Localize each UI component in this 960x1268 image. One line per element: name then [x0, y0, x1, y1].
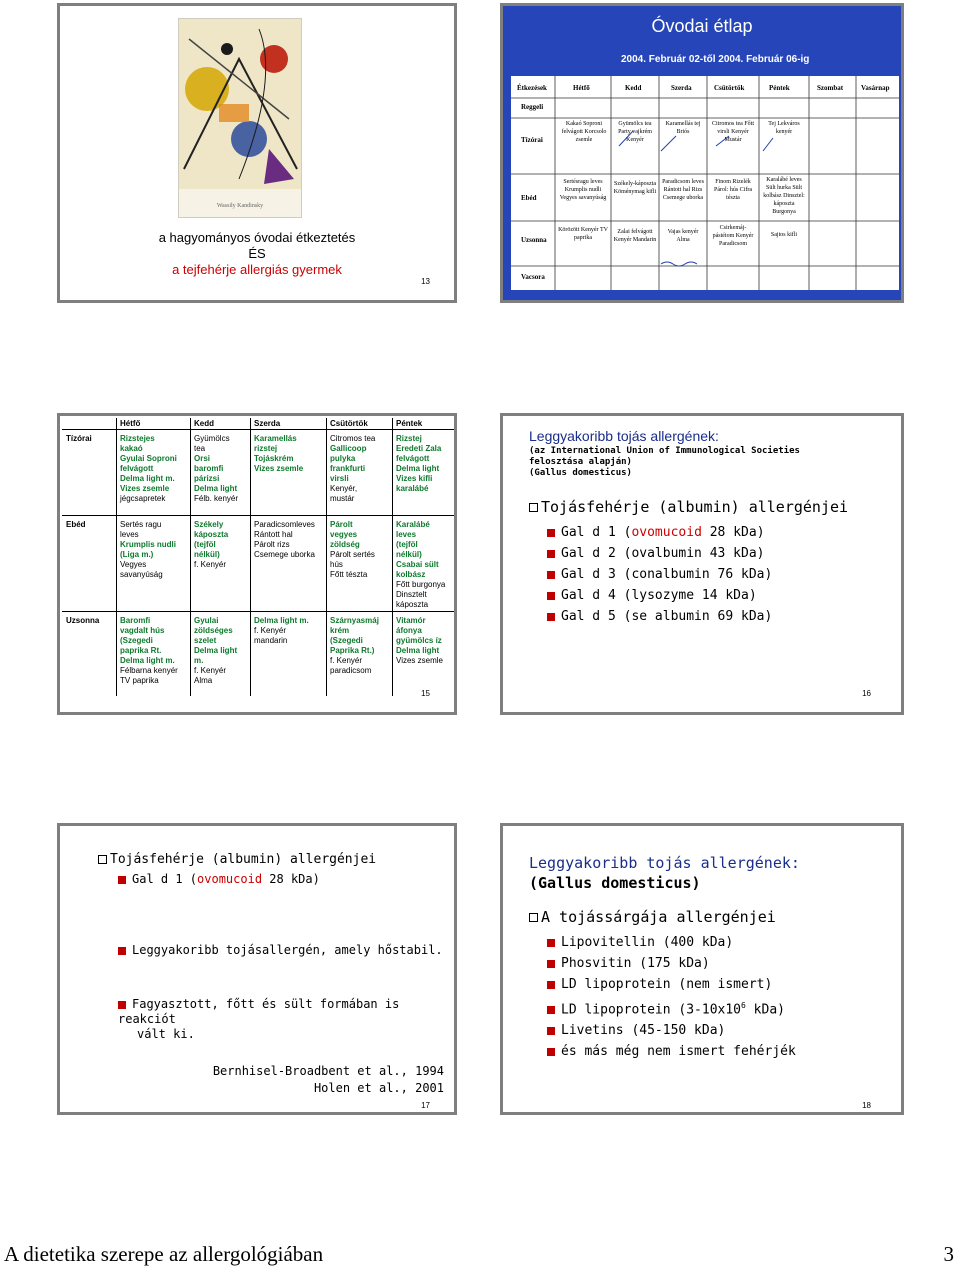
menu-line: f. Kenyér [194, 666, 227, 675]
menu-line: zöldséges [194, 626, 233, 635]
page-number: 13 [421, 277, 430, 286]
menu-line: Karamellás [254, 434, 297, 443]
menu-line: Delma light [194, 646, 238, 655]
menu-line: káposzta [396, 600, 429, 609]
row-tizorai: Tízórai [521, 136, 543, 144]
red-bullet-icon [547, 939, 555, 947]
menu-line: Baromfi [120, 616, 151, 625]
document-page-number: 3 [943, 1242, 954, 1266]
slide-16 [500, 413, 904, 715]
menu-line: Gyümölcs [194, 434, 230, 443]
meal-label: Ebéd [66, 520, 86, 529]
menu-line: Citromos tea [330, 434, 376, 443]
row-divider [62, 515, 454, 516]
menu-cell [120, 520, 176, 580]
menu-line: párizsi [194, 474, 220, 483]
hw-uzsonna-szerda: Vajas kenyér Alma [667, 229, 699, 243]
hw-uzsonna-csutortok: Csirkemáj-pástétom Kenyér Paradicsom [712, 225, 754, 247]
menu-line: Vitamór [396, 616, 426, 625]
menu-line: mandarin [254, 636, 288, 645]
column-divider [116, 418, 117, 696]
menu-line: Vizes kifli [396, 474, 433, 483]
list-item: Gal d 4 (lysozyme 14 kDa) [547, 585, 772, 606]
list-item: LD lipoprotein (nem ismert) [547, 974, 796, 995]
header-szombat: Szombat [817, 84, 844, 92]
menu-line: Vizes zsemle [396, 656, 443, 665]
kandinsky-painting [178, 18, 302, 218]
menu-line: (Szegedi [120, 636, 153, 645]
menu-line: virsli [330, 474, 349, 483]
page-number: 18 [862, 1101, 871, 1110]
menu-line: Paradicsomleves [254, 520, 315, 529]
menu-line: Delma light m. [120, 656, 175, 665]
red-bullet-icon [118, 1001, 126, 1009]
menu-line: (Szegedi [330, 636, 363, 645]
list-item: Leggyakoribb tojásallergén, amely hőstabil. [118, 943, 443, 957]
row-ebed: Ebéd [521, 194, 537, 202]
header-etkezesek: Étkezések [517, 84, 547, 92]
red-bullet-icon [547, 981, 555, 989]
menu-line: Sertés ragu [120, 520, 162, 529]
slide-subtitle: (Gallus domesticus) [529, 874, 701, 892]
menu-line: Delma light m. [254, 616, 309, 625]
list-item: Fagyasztott, főtt és sült formában is reakciót vált ki. [118, 997, 400, 1041]
header-pentek: Péntek [769, 84, 790, 92]
red-bullet-icon [547, 1027, 555, 1035]
menu-line: felvágott [396, 454, 430, 463]
header-csutortok: Csütörtök [714, 84, 745, 92]
menu-line: Krumplis nudli [120, 540, 176, 549]
subtitle-line-2: felosztása alapján) [529, 457, 632, 467]
menu-line: Párolt [330, 520, 353, 529]
menu-cell [330, 520, 375, 580]
red-bullet-icon [547, 1048, 555, 1056]
list-item: Gal d 1 (ovomucoid 28 kDa) [118, 872, 320, 886]
red-bullet-icon [547, 960, 555, 968]
menu-cell [396, 520, 445, 610]
hw-ebed-szerda: Paradicsom leves Rántott hal Rizs Csemege uborka [662, 179, 704, 201]
red-bullet-icon [547, 550, 555, 558]
menu-line: Gallicoop [330, 444, 367, 453]
albumin-heading: Tojásfehérje (albumin) allergénjei [98, 852, 376, 867]
row-reggeli: Reggeli [521, 103, 544, 111]
list-item: Livetins (45-150 kDa) [547, 1020, 796, 1041]
menu-line: Rizstejes [120, 434, 155, 443]
menu-line: savanyúság [120, 570, 163, 579]
menu-line: Székely [194, 520, 224, 529]
menu-line: Rántott hal [254, 530, 293, 539]
menu-line: felvágott [120, 464, 154, 473]
red-bullet-icon [118, 947, 126, 955]
row-divider [62, 611, 454, 612]
caption-line-1: a hagyományos óvodai étkeztetés [158, 230, 356, 245]
menu-cell [194, 520, 228, 570]
menu-line: kolbász [396, 570, 426, 579]
menu-line: paradicsom [330, 666, 372, 675]
list-item: Lipovitellin (400 kDa) [547, 932, 796, 953]
menu-line: f. Kenyér [254, 626, 287, 635]
menu-line: rizstej [254, 444, 278, 453]
day-header: Hétfő [120, 419, 141, 428]
slide-title: Leggyakoribb tojás allergének: [529, 428, 719, 444]
column-divider [250, 418, 251, 696]
menu-line: vagdalt hús [120, 626, 165, 635]
menu-line: f. Kenyér [330, 656, 363, 665]
menu-cell [254, 616, 309, 646]
menu-cell [330, 616, 379, 676]
menu-cell [330, 434, 375, 504]
menu-line: káposzta [194, 530, 229, 539]
square-bullet-icon [529, 913, 538, 922]
menu-line: Dinsztelt [396, 590, 427, 599]
menu-line: Orsi [194, 454, 211, 463]
hw-tizorai-hetfo: Kakaó Soproni felvágott Korcsolo zsemle [561, 121, 607, 143]
list-item: Gal d 5 (se albumin 69 kDa) [547, 606, 772, 627]
abstract-painting-image [179, 19, 301, 189]
hw-ebed-csutortok: Finom Rizelék Párol: hús Cifra tészta [714, 179, 752, 201]
menu-line: baromfi [194, 464, 224, 473]
menu-line: TV paprika [120, 676, 159, 685]
menu-line: Főtt burgonya [396, 580, 446, 589]
menu-line: leves [120, 530, 139, 539]
red-bullet-icon [547, 529, 555, 537]
subtitle-line-1: (az International Union of Immunological Societies [529, 446, 800, 456]
column-divider [190, 418, 191, 696]
menu-line: pulyka [330, 454, 356, 463]
page-number: 17 [421, 1101, 430, 1110]
header-kedd: Kedd [625, 84, 642, 92]
menu-line: Delma light [194, 484, 238, 493]
menu-line: áfonya [396, 626, 422, 635]
menu-cell [396, 434, 441, 494]
menu-line: gyümölcs íz [396, 636, 442, 645]
menu-line: Vegyes [120, 560, 147, 569]
menu-line: Tojáskrém [254, 454, 294, 463]
list-item: Gal d 3 (conalbumin 76 kDa) [547, 564, 772, 585]
menu-line: Csemege uborka [254, 550, 315, 559]
menu-line: leves [396, 530, 417, 539]
day-header: Péntek [396, 419, 423, 428]
menu-line: Gyulai Soproni [120, 454, 177, 463]
references [213, 1063, 444, 1097]
caption-line-3: a tejfehérje allergiás gyermek [172, 262, 342, 277]
date-range: 2004. Február 02-től 2004. Február 06-ig [621, 54, 810, 65]
square-bullet-icon [529, 503, 538, 512]
reference-1: Bernhisel-Broadbent et al., 1994 [212, 1064, 444, 1078]
page-number: 16 [862, 689, 871, 698]
row-uzsonna: Uzsonna [521, 236, 547, 244]
red-bullet-icon [118, 876, 126, 884]
menu-table [60, 416, 454, 712]
header-szerda: Szerda [671, 84, 692, 92]
menu-line: Delma light m. [120, 474, 175, 483]
menu-line: Gyulai [194, 616, 219, 625]
list-item: Phosvitin (175 kDa) [547, 953, 796, 974]
day-header: Csütörtök [330, 419, 368, 428]
row-divider [62, 429, 454, 430]
reference-2: Holen et al., 2001 [313, 1081, 444, 1095]
square-bullet-icon [98, 855, 107, 864]
menu-cell [396, 616, 443, 666]
list-item: és más még nem ismert fehérjék [547, 1041, 796, 1062]
menu-line: Félbarna kenyér [120, 666, 178, 675]
menu-cell [254, 520, 315, 560]
hw-tizorai-csutortok: Citromos tea Főtt virsli Kenyér Mustár [712, 121, 754, 143]
menu-line: karalábé [396, 484, 429, 493]
menu-line: Karalábé [396, 520, 430, 529]
hw-ebed-kedd: Székely-káposzta Köménymag kifli [613, 181, 657, 195]
menu-line: Vizes zsemle [254, 464, 304, 473]
menu-line: Főtt tészta [330, 570, 368, 579]
menu-line: Eredeti Zala [396, 444, 442, 453]
menu-line: (Liga m.) [120, 550, 154, 559]
hw-tizorai-kedd: Gyümölcs tea Party vajkrém Kenyér [618, 121, 652, 143]
yolk-heading: A tojássárgája allergénjei [529, 908, 776, 926]
menu-line: frankfurti [330, 464, 366, 473]
row-vacsora: Vacsora [521, 273, 545, 281]
list-item: Gal d 2 (ovalbumin 43 kDa) [547, 543, 772, 564]
list-item: Gal d 1 (ovomucoid 28 kDa) [547, 522, 772, 543]
menu-line: (tejföl [396, 540, 418, 549]
menu-line: nélkül) [194, 550, 220, 559]
day-header: Kedd [194, 419, 214, 428]
hw-uzsonna-pentek: Sajtos kifli [770, 232, 798, 238]
menu-cell [254, 434, 303, 474]
menu-line: Kenyér, [330, 484, 358, 493]
menu-line: paprika Rt. [120, 646, 162, 655]
header-vasarnap: Vasárnap [861, 84, 890, 92]
subtitle-line-3: (Gallus domesticus) [529, 468, 632, 478]
slide-15-menu-table [57, 413, 457, 715]
day-header: Szerda [254, 419, 281, 428]
red-bullet-icon [547, 571, 555, 579]
hw-uzsonna-kedd: Zalai felvágott Kenyér Mandarin [613, 229, 657, 243]
page-number: 15 [421, 689, 430, 698]
menu-line: hús [330, 560, 343, 569]
hw-ebed-pentek: Karalábé leves Sült hurka Sült kolbász Dinsztel: káposzta Burgonya [763, 177, 805, 215]
hw-tizorai-szerda: Karamellás tej Briós [665, 121, 701, 135]
hw-tizorai-pentek: Tej Lekváros kenyér [768, 121, 800, 135]
menu-line: Szárnyasmáj [330, 616, 379, 625]
caption-line-2: ÉS [248, 246, 266, 261]
menu-cell [120, 616, 178, 686]
menu-line: zöldség [330, 540, 360, 549]
menu-line: f. Kenyér [194, 560, 227, 569]
menu-line: Rizstej [396, 434, 422, 443]
menu-line: kakaó [120, 444, 143, 453]
hw-uzsonna-hetfo: Körözött Kenyér TV paprika [558, 227, 608, 241]
slide-title: Óvodai étlap [651, 16, 753, 36]
menu-line: Paprika Rt.) [330, 646, 375, 655]
menu-line: jégcsapretek [120, 494, 166, 503]
header-hetfo: Hétfő [573, 84, 590, 92]
slide-title: Leggyakoribb tojás allergének: [529, 854, 800, 872]
slide-13 [57, 3, 457, 303]
menu-line: szelet [194, 636, 217, 645]
menu-line: Delma light [396, 464, 440, 473]
slide-17 [57, 823, 457, 1115]
menu-line: krém [330, 626, 350, 635]
slide-14-menu-photo [500, 3, 904, 303]
heading-text: Tojásfehérje (albumin) allergénjei [541, 498, 849, 516]
slide-18 [500, 823, 904, 1115]
meal-label: Uzsonna [66, 616, 100, 625]
menu-line: Delma light [396, 646, 440, 655]
red-bullet-icon [547, 592, 555, 600]
menu-line: mustár [330, 494, 355, 503]
menu-line: (tejföl [194, 540, 216, 549]
menu-line: Vizes zsemle [120, 484, 170, 493]
menu-cell [194, 434, 238, 504]
menu-line: Alma [194, 676, 213, 685]
menu-cell [120, 434, 177, 504]
yolk-allergen-list [547, 932, 796, 1062]
list-item: LD lipoprotein ($3-10x10^6$ kDa) [547, 995, 796, 1020]
menu-cell [194, 616, 237, 686]
menu-line: vegyes [330, 530, 358, 539]
allergen-list [547, 522, 772, 627]
menu-line: tea [194, 444, 206, 453]
subtitle [529, 446, 800, 479]
menu-line: Párolt sertés [330, 550, 375, 559]
painting-caption: Wassily Kandinsky [216, 203, 264, 209]
document-footer-title: A dietetika szerepe az allergológiában [4, 1242, 324, 1266]
menu-line: m. [194, 656, 204, 665]
column-divider [326, 418, 327, 696]
menu-line: Párolt rizs [254, 540, 290, 549]
albumin-heading [529, 498, 848, 516]
menu-line: Félb. kenyér [194, 494, 239, 503]
menu-line: Csabai sült [396, 560, 439, 569]
menu-sheet [511, 76, 899, 290]
menu-line: nélkül) [396, 550, 422, 559]
hw-ebed-hetfo: Sertésragu leves Krumplis nudli Vegyes savanyúság [559, 179, 607, 201]
column-divider [392, 418, 393, 696]
red-bullet-icon [547, 613, 555, 621]
meal-label: Tízórai [66, 434, 92, 443]
red-bullet-icon [547, 1006, 555, 1014]
